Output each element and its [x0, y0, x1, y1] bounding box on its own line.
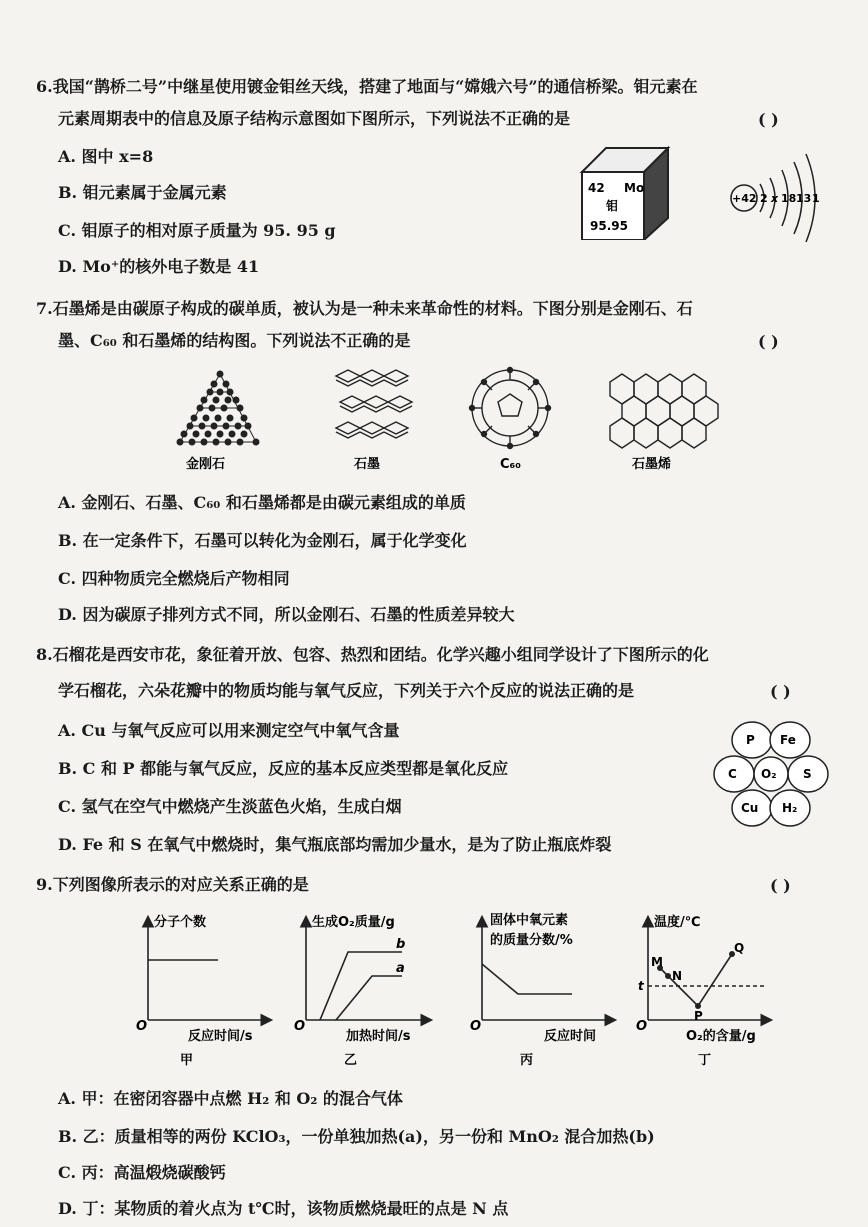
graph-yi-origin: O [294, 1019, 306, 1034]
q7-answer-paren[interactable]: ( ) [758, 332, 779, 351]
molybdenum-element-cell [576, 140, 676, 240]
graph-ding-xlabel: O₂的含量/g [686, 1029, 756, 1044]
graph-ding-ylabel: 温度/℃ [654, 915, 701, 930]
graphene-structure [610, 374, 718, 448]
graph-yi-caption: 乙 [344, 1053, 358, 1068]
caption-c60: C₆₀ [500, 457, 521, 472]
curve-a [336, 976, 402, 1020]
petal-label-h2: H₂ [782, 801, 798, 815]
graph-bing-caption: 丙 [520, 1053, 534, 1068]
q8-option-c[interactable]: C. 氢气在空气中燃烧产生淡蓝色火焰，生成白烟 [58, 797, 402, 816]
q7-option-d[interactable]: D. 因为碳原子排列方式不同，所以金刚石、石墨的性质差异较大 [58, 605, 515, 624]
caption-diamond: 金刚石 [186, 457, 226, 472]
graph-jia-xlabel: 反应时间/s [188, 1029, 253, 1044]
diamond-structure [177, 371, 259, 445]
graph-yi-curve-b-label: b [396, 937, 406, 952]
petal-label-p: P [746, 733, 755, 747]
q8-option-b[interactable]: B. C 和 P 都能与氧气反应，反应的基本反应类型都是氧化反应 [58, 759, 509, 778]
center-label-o2: O₂ [761, 767, 777, 781]
graph-bing-ylabel-2: 的质量分数/% [490, 933, 573, 948]
q6-option-a[interactable]: A. 图中 x=8 [58, 147, 154, 166]
q6-option-d[interactable]: D. Mo⁺的核外电子数是 41 [58, 257, 260, 276]
graph-ding-t-label: t [638, 979, 644, 993]
point-n: N [672, 969, 683, 983]
graph-bing-origin: O [470, 1019, 482, 1034]
graph-yi-curve-a-label: a [396, 961, 405, 976]
caption-graphite: 石墨 [354, 457, 381, 472]
element-number: 42 [588, 181, 605, 195]
point-q: Q [734, 941, 745, 955]
molybdenum-atom-diagram [724, 150, 834, 250]
q8-stem-line1: 8.石榴花是西安市花，象征着开放、包容、热烈和团结。化学兴趣小组同学设计了下图所示的化 [36, 645, 709, 664]
graph-jia-ylabel: 分子个数 [154, 915, 207, 930]
graph-jia [148, 918, 270, 1020]
q6-option-b[interactable]: B. 钼元素属于金属元素 [58, 183, 227, 202]
curve-b [320, 952, 402, 1020]
q8-stem-line2: 学石榴花，六朵花瓣中的物质均能与氧气反应，下列关于六个反应的说法正确的是 [58, 681, 635, 700]
element-name: 钼 [606, 199, 619, 213]
atom-shell-5: 1 [812, 192, 820, 205]
graph-bing-xlabel: 反应时间 [544, 1029, 597, 1044]
q8-option-d[interactable]: D. Fe 和 S 在氧气中燃烧时，集气瓶底部均需加少量水，是为了防止瓶底炸裂 [58, 835, 612, 854]
atom-shell-4: 13 [796, 192, 812, 205]
element-mass: 95.95 [590, 219, 628, 233]
q9-option-b[interactable]: B. 乙：质量相等的两份 KClO₃，一份单独加热(a)，另一份和 MnO₂ 混合加热(b) [58, 1127, 655, 1146]
petal-label-s: S [803, 767, 812, 781]
graph-bing-ylabel-1: 固体中氧元素 [490, 913, 569, 928]
carbon-structures-figure [170, 362, 790, 478]
q9-stem: 9.下列图像所表示的对应关系正确的是 [36, 875, 309, 894]
graph-yi-ylabel: 生成O₂质量/g [312, 915, 395, 930]
q9-option-a[interactable]: A. 甲：在密闭容器中点燃 H₂ 和 O₂ 的混合气体 [58, 1089, 403, 1108]
petal-label-cu: Cu [741, 801, 759, 815]
q6-answer-paren[interactable]: ( ) [758, 110, 779, 129]
graph-jia-origin: O [136, 1019, 148, 1034]
q8-answer-paren[interactable]: ( ) [770, 682, 791, 701]
q9-answer-paren[interactable]: ( ) [770, 876, 791, 895]
pomegranate-flower-diagram [708, 718, 834, 830]
point-m: M [651, 955, 663, 969]
atom-shell-1: 2 [760, 192, 768, 205]
q9-option-c[interactable]: C. 丙：高温煅烧碳酸钙 [58, 1163, 226, 1182]
atom-shell-2: x [771, 192, 779, 205]
graph-yi-xlabel: 加热时间/s [346, 1029, 411, 1044]
q7-stem-line2: 墨、C₆₀ 和石墨烯的结构图。下列说法不正确的是 [58, 331, 411, 350]
c60-structure [470, 368, 551, 449]
q9-graphs-figure [120, 908, 800, 1068]
graph-jia-caption: 甲 [180, 1053, 194, 1068]
q8-option-a[interactable]: A. Cu 与氧气反应可以用来测定空气中氧气含量 [58, 721, 400, 740]
atom-nucleus: +42 [732, 192, 757, 205]
petal-label-fe: Fe [780, 733, 796, 747]
q7-option-c[interactable]: C. 四种物质完全燃烧后产物相同 [58, 569, 290, 588]
graph-ding-caption: 丁 [698, 1053, 712, 1068]
q7-option-a[interactable]: A. 金刚石、石墨、C₆₀ 和石墨烯都是由碳元素组成的单质 [58, 493, 466, 512]
atom-shell-3: 18 [781, 192, 797, 205]
q7-option-b[interactable]: B. 在一定条件下，石墨可以转化为金刚石，属于化学变化 [58, 531, 467, 550]
point-p: P [694, 1009, 703, 1023]
caption-graphene: 石墨烯 [632, 457, 672, 472]
q9-option-d[interactable]: D. 丁：某物质的着火点为 t℃时，该物质燃烧最旺的点是 N 点 [58, 1199, 509, 1218]
q6-stem-line2: 元素周期表中的信息及原子结构示意图如下图所示，下列说法不正确的是 [58, 109, 571, 128]
petal-label-c: C [728, 767, 737, 781]
q6-option-c[interactable]: C. 钼原子的相对原子质量为 95. 95 g [58, 221, 336, 240]
graph-yi [306, 918, 430, 1020]
element-symbol: Mo [624, 181, 645, 195]
graph-ding [648, 918, 770, 1020]
q7-stem-line1: 7.石墨烯是由碳原子构成的碳单质，被认为是一种未来革命性的材料。下图分别是金刚石、石 [36, 299, 693, 318]
graph-ding-origin: O [636, 1019, 648, 1034]
q6-stem-line1: 6.我国“鹊桥二号”中继星使用镀金钼丝天线，搭建了地面与“嫦娥六号”的通信桥梁。钼元素在 [36, 77, 698, 96]
graphite-structure [336, 370, 412, 438]
